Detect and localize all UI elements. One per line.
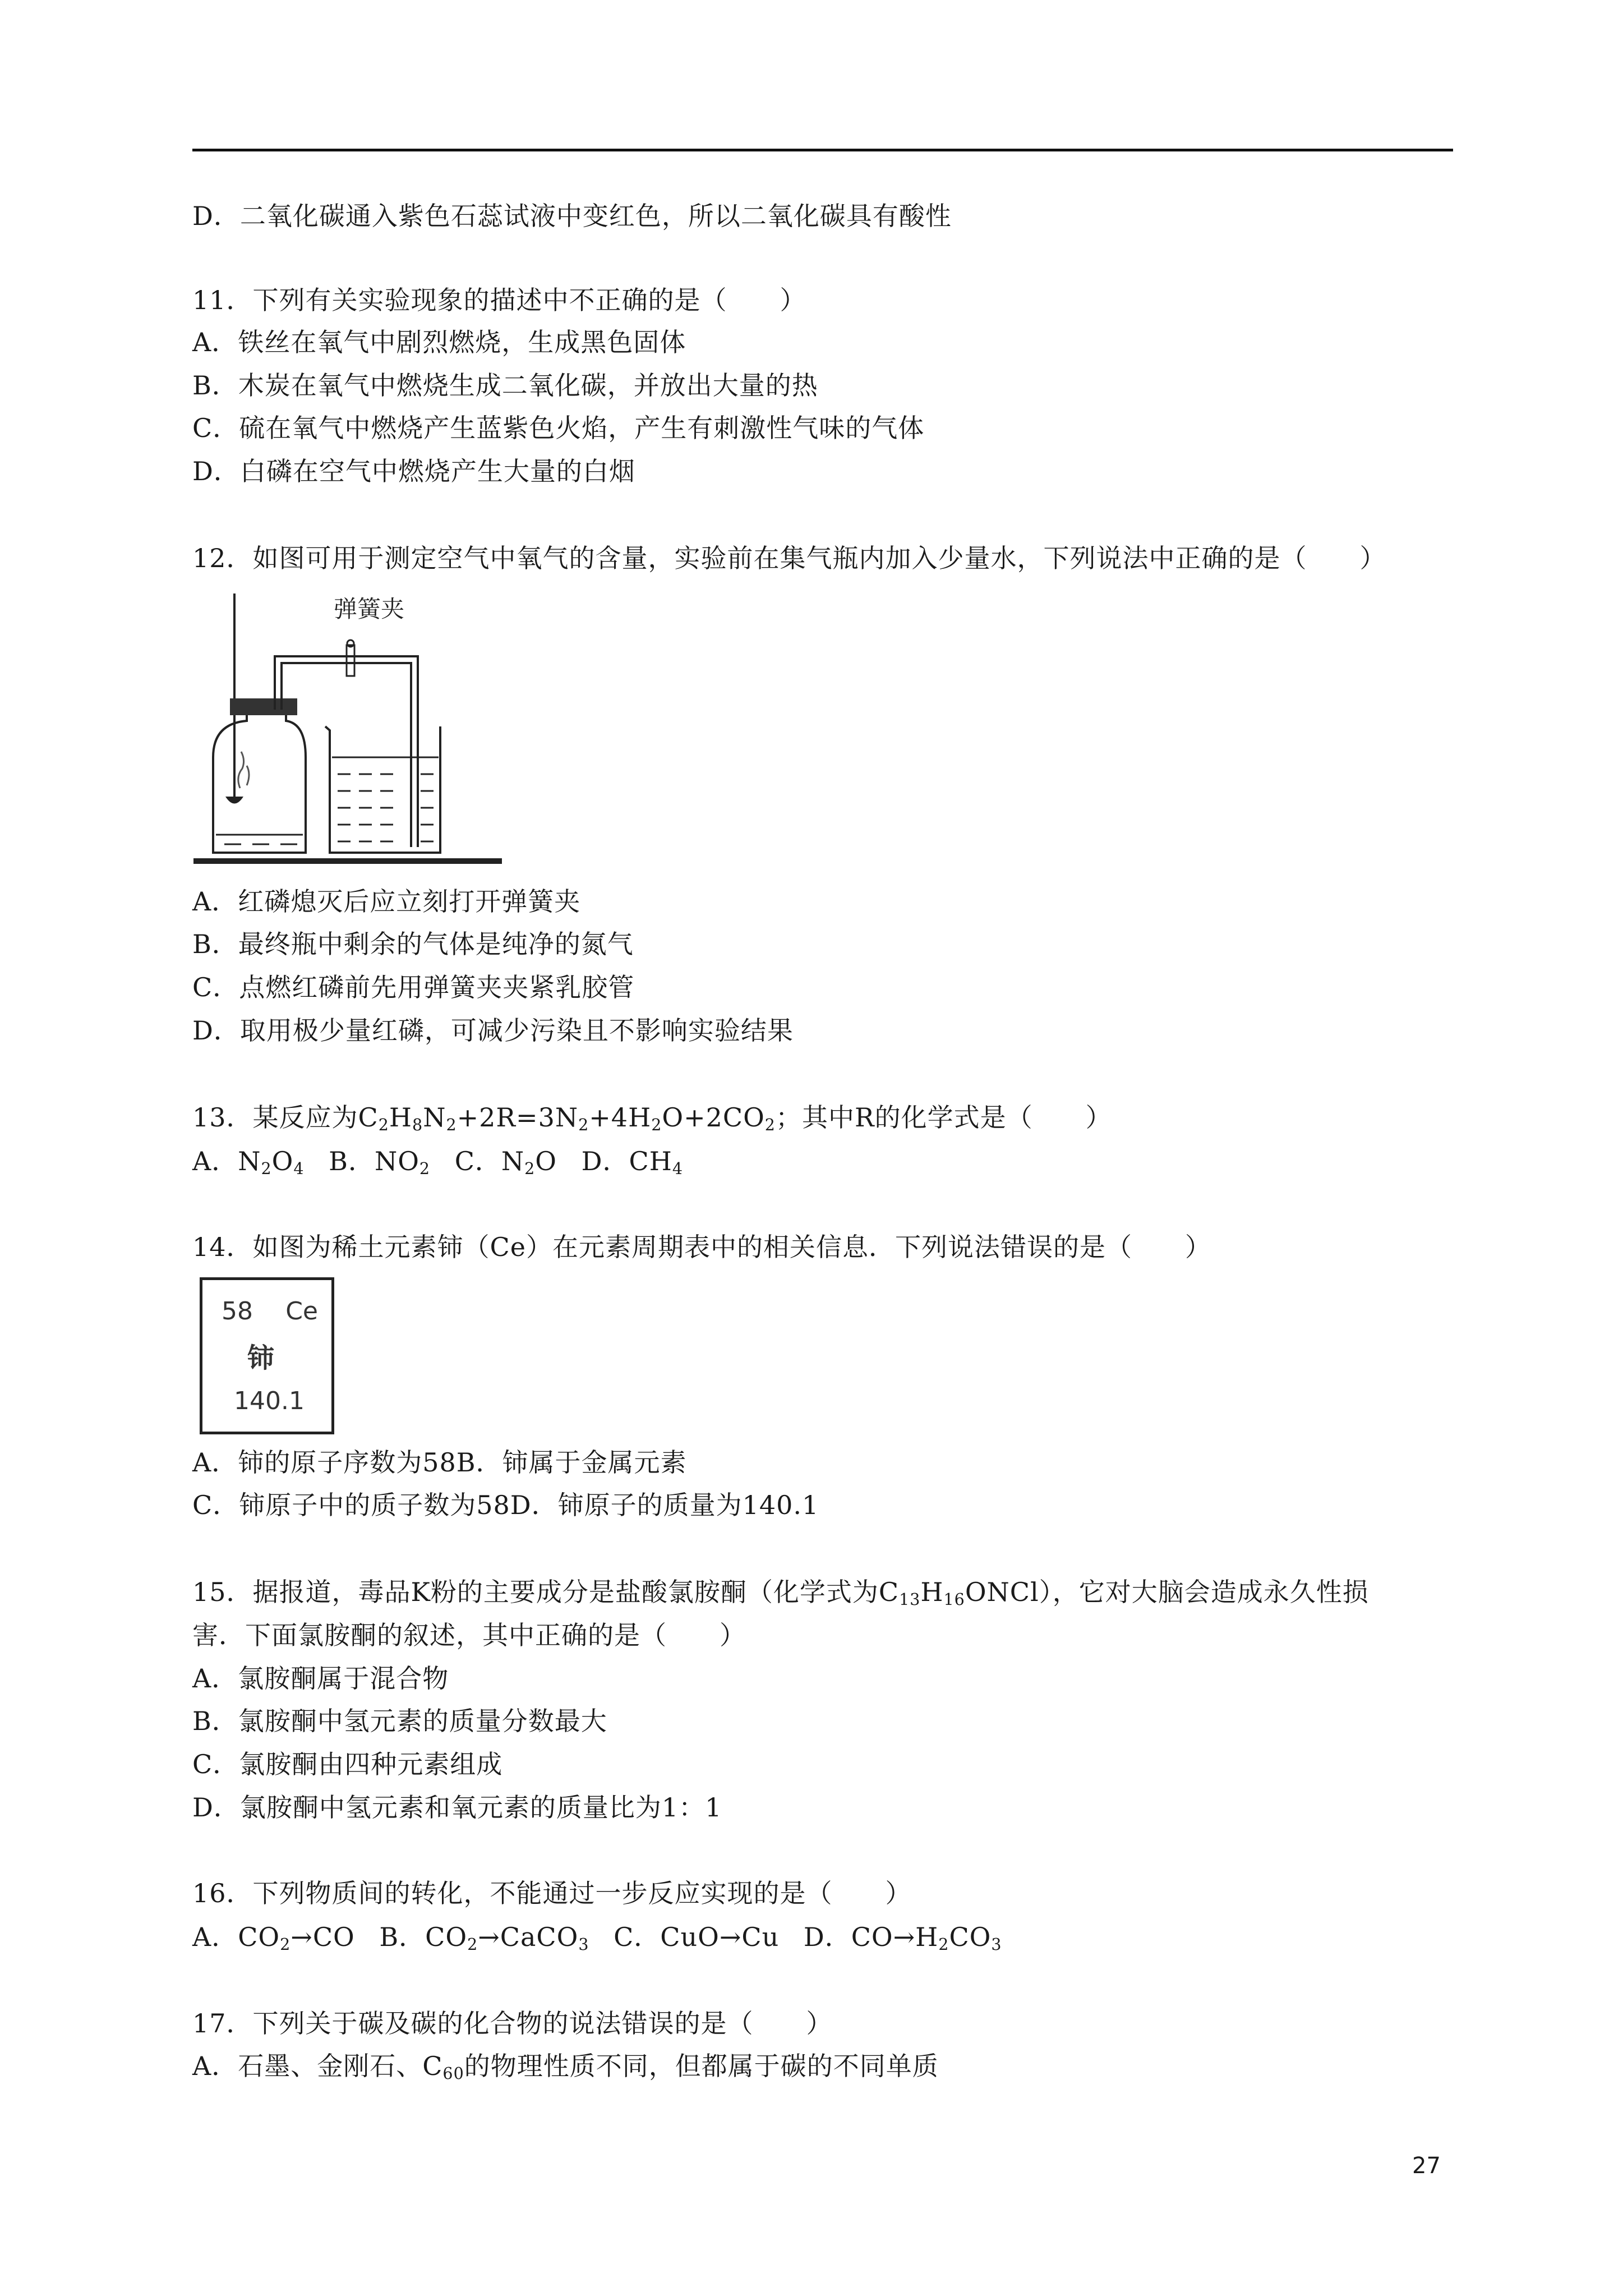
- q16-options: [192, 1920, 1018, 1954]
- q14-stem: 14．如图为稀土元素铈（Ce）在元素周期表中的相关信息．下列说法错误的是（ ）: [192, 1232, 1211, 1262]
- q15-stem-line1: 15．据报道，毒品K粉的主要成分是盐酸氯胺酮（化学式为$C_{13}H_{16}ONCl$），它对大脑会造成永久性损: [192, 1577, 1369, 1609]
- beaker-water-dashes: [338, 774, 434, 841]
- q11-option-b: B．木炭在氧气中燃烧生成二氧化碳，并放出大量的热: [192, 370, 818, 401]
- connecting-tube: [275, 656, 418, 847]
- q16-option-c: C．CuO→Cu: [614, 1922, 780, 1952]
- q14-options-ab: A．铈的原子序数为58B．铈属于金属元素: [192, 1447, 687, 1478]
- q16-stem: 16．下列物质间的转化，不能通过一步反应实现的是（ ）: [192, 1878, 912, 1908]
- header-rule: [192, 149, 1453, 151]
- q15-option-c: C．氯胺酮由四种元素组成: [192, 1749, 503, 1779]
- q10-option-d: D．二氧化碳通入紫色石蕊试液中变红色，所以二氧化碳具有酸性: [192, 201, 952, 231]
- gas-bottle: [213, 710, 306, 853]
- q17-option-a: A．石墨、金刚石、$C_{60}$的物理性质不同，但都属于碳的不同单质: [192, 2051, 939, 2083]
- beaker: [325, 726, 440, 853]
- figure-label-spring-clamp: 弹簧夹: [334, 595, 405, 623]
- q15-option-d: D．氯胺酮中氢元素和氧元素的质量比为1：1: [192, 1792, 722, 1823]
- q16-option-d: D．$CO\to H_2CO_3$: [803, 1922, 1002, 1954]
- base-plate: [193, 858, 502, 864]
- oxygen-measurement-apparatus-figure: [191, 589, 505, 875]
- spring-clamp: [347, 645, 354, 676]
- q16-option-b: B．$CO_2\to CaCO_3$: [379, 1922, 589, 1954]
- q12-option-b: B．最终瓶中剩余的气体是纯净的氮气: [192, 929, 634, 959]
- q13-option-c: C．$N_2O$: [454, 1146, 557, 1179]
- q12-option-a: A．红磷熄灭后应立刻打开弹簧夹: [192, 886, 581, 917]
- q13-option-b: B．$NO_2$: [329, 1146, 431, 1179]
- q16-option-a: A．$CO_2\to CO$: [192, 1922, 355, 1954]
- page-number: 27: [1412, 2153, 1441, 2179]
- q12-stem: 12．如图可用于测定空气中氧气的含量，实验前在集气瓶内加入少量水，下列说法中正确的是（ ）: [192, 543, 1386, 573]
- element-name: 铈: [247, 1342, 275, 1374]
- q12-option-c: C．点燃红磷前先用弹簧夹夹紧乳胶管: [192, 972, 635, 1002]
- element-card: [200, 1277, 334, 1434]
- q13-options: [192, 1144, 699, 1178]
- q12-option-d: D．取用极少量红磷，可减少污染且不影响实验结果: [192, 1015, 794, 1046]
- element-symbol: Ce: [285, 1297, 318, 1326]
- combustion-spoon: [225, 797, 243, 804]
- rubber-stopper: [230, 698, 297, 715]
- q15-stem-line2: 害．下面氯胺酮的叙述，其中正确的是（ ）: [192, 1620, 746, 1650]
- q15-option-a: A．氯胺酮属于混合物: [192, 1663, 449, 1694]
- atomic-number: 58: [222, 1297, 253, 1326]
- q11-option-a: A．铁丝在氧气中剧烈燃烧，生成黑色固体: [192, 327, 686, 357]
- q11-option-c: C．硫在氧气中燃烧产生蓝紫色火焰，产生有刺激性气味的气体: [192, 413, 925, 443]
- q14-options-cd: C．铈原子中的质子数为58D．铈原子的质量为140.1: [192, 1490, 819, 1520]
- q13-stem: 13．某反应为$C_2H_8N_2+2R=3N_2+4H_2O+2CO_2$；其中R的化学式是（ ）: [192, 1102, 1112, 1135]
- q13-option-a: A．$N_2O_4$: [192, 1146, 305, 1179]
- q13-option-d: D．$CH_4$: [581, 1146, 683, 1179]
- q11-option-d: D．白磷在空气中燃烧产生大量的白烟: [192, 456, 635, 486]
- q15-option-b: B．氯胺酮中氢元素的质量分数最大: [192, 1706, 607, 1736]
- q17-stem: 17．下列关于碳及碳的化合物的说法错误的是（ ）: [192, 2008, 833, 2039]
- atomic-mass: 140.1: [234, 1387, 305, 1415]
- q11-stem: 11．下列有关实验现象的描述中不正确的是（ ）: [192, 285, 806, 315]
